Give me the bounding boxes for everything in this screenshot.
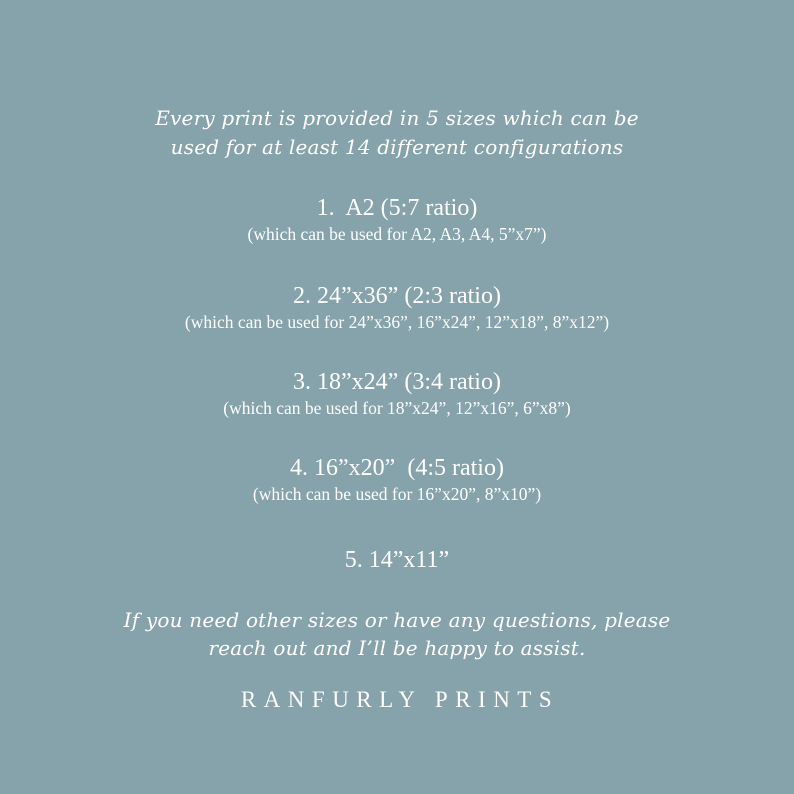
size-option-title: 5. 14”x11” — [344, 547, 450, 573]
outro-line-2: reach out and I’ll be happy to assist. — [208, 636, 586, 660]
size-option-note: (which can be used for 24”x36”, 16”x24”, 12”x18”, 8”x12”) — [184, 312, 610, 332]
size-option-title: 4. 16”x20” (4:5 ratio) — [290, 455, 504, 481]
size-option-title: 1. A2 (5:7 ratio) — [316, 195, 478, 221]
intro-text — [0, 104, 794, 162]
intro-line-2: used for at least 14 different configurations — [170, 135, 624, 159]
outro-text — [0, 606, 794, 662]
outro-line-1: If you need other sizes or have any questions, please — [123, 608, 671, 632]
size-option-4 — [0, 454, 794, 505]
size-option-note: (which can be used for 16”x20”, 8”x10”) — [252, 484, 542, 504]
size-option-2 — [0, 282, 794, 333]
size-option-note: (which can be used for A2, A3, A4, 5”x7”) — [247, 224, 547, 244]
size-option-title: 3. 18”x24” (3:4 ratio) — [293, 369, 501, 395]
size-option-title: 2. 24”x36” (2:3 ratio) — [293, 283, 501, 309]
intro-line-1: Every print is provided in 5 sizes which can be — [155, 106, 639, 130]
size-option-note: (which can be used for 18”x24”, 12”x16”, 6”x8”) — [223, 398, 571, 418]
brand-name: RANFURLY PRINTS — [240, 687, 560, 712]
size-option-3 — [0, 368, 794, 419]
size-option-1 — [0, 194, 794, 245]
size-option-5 — [0, 546, 794, 574]
